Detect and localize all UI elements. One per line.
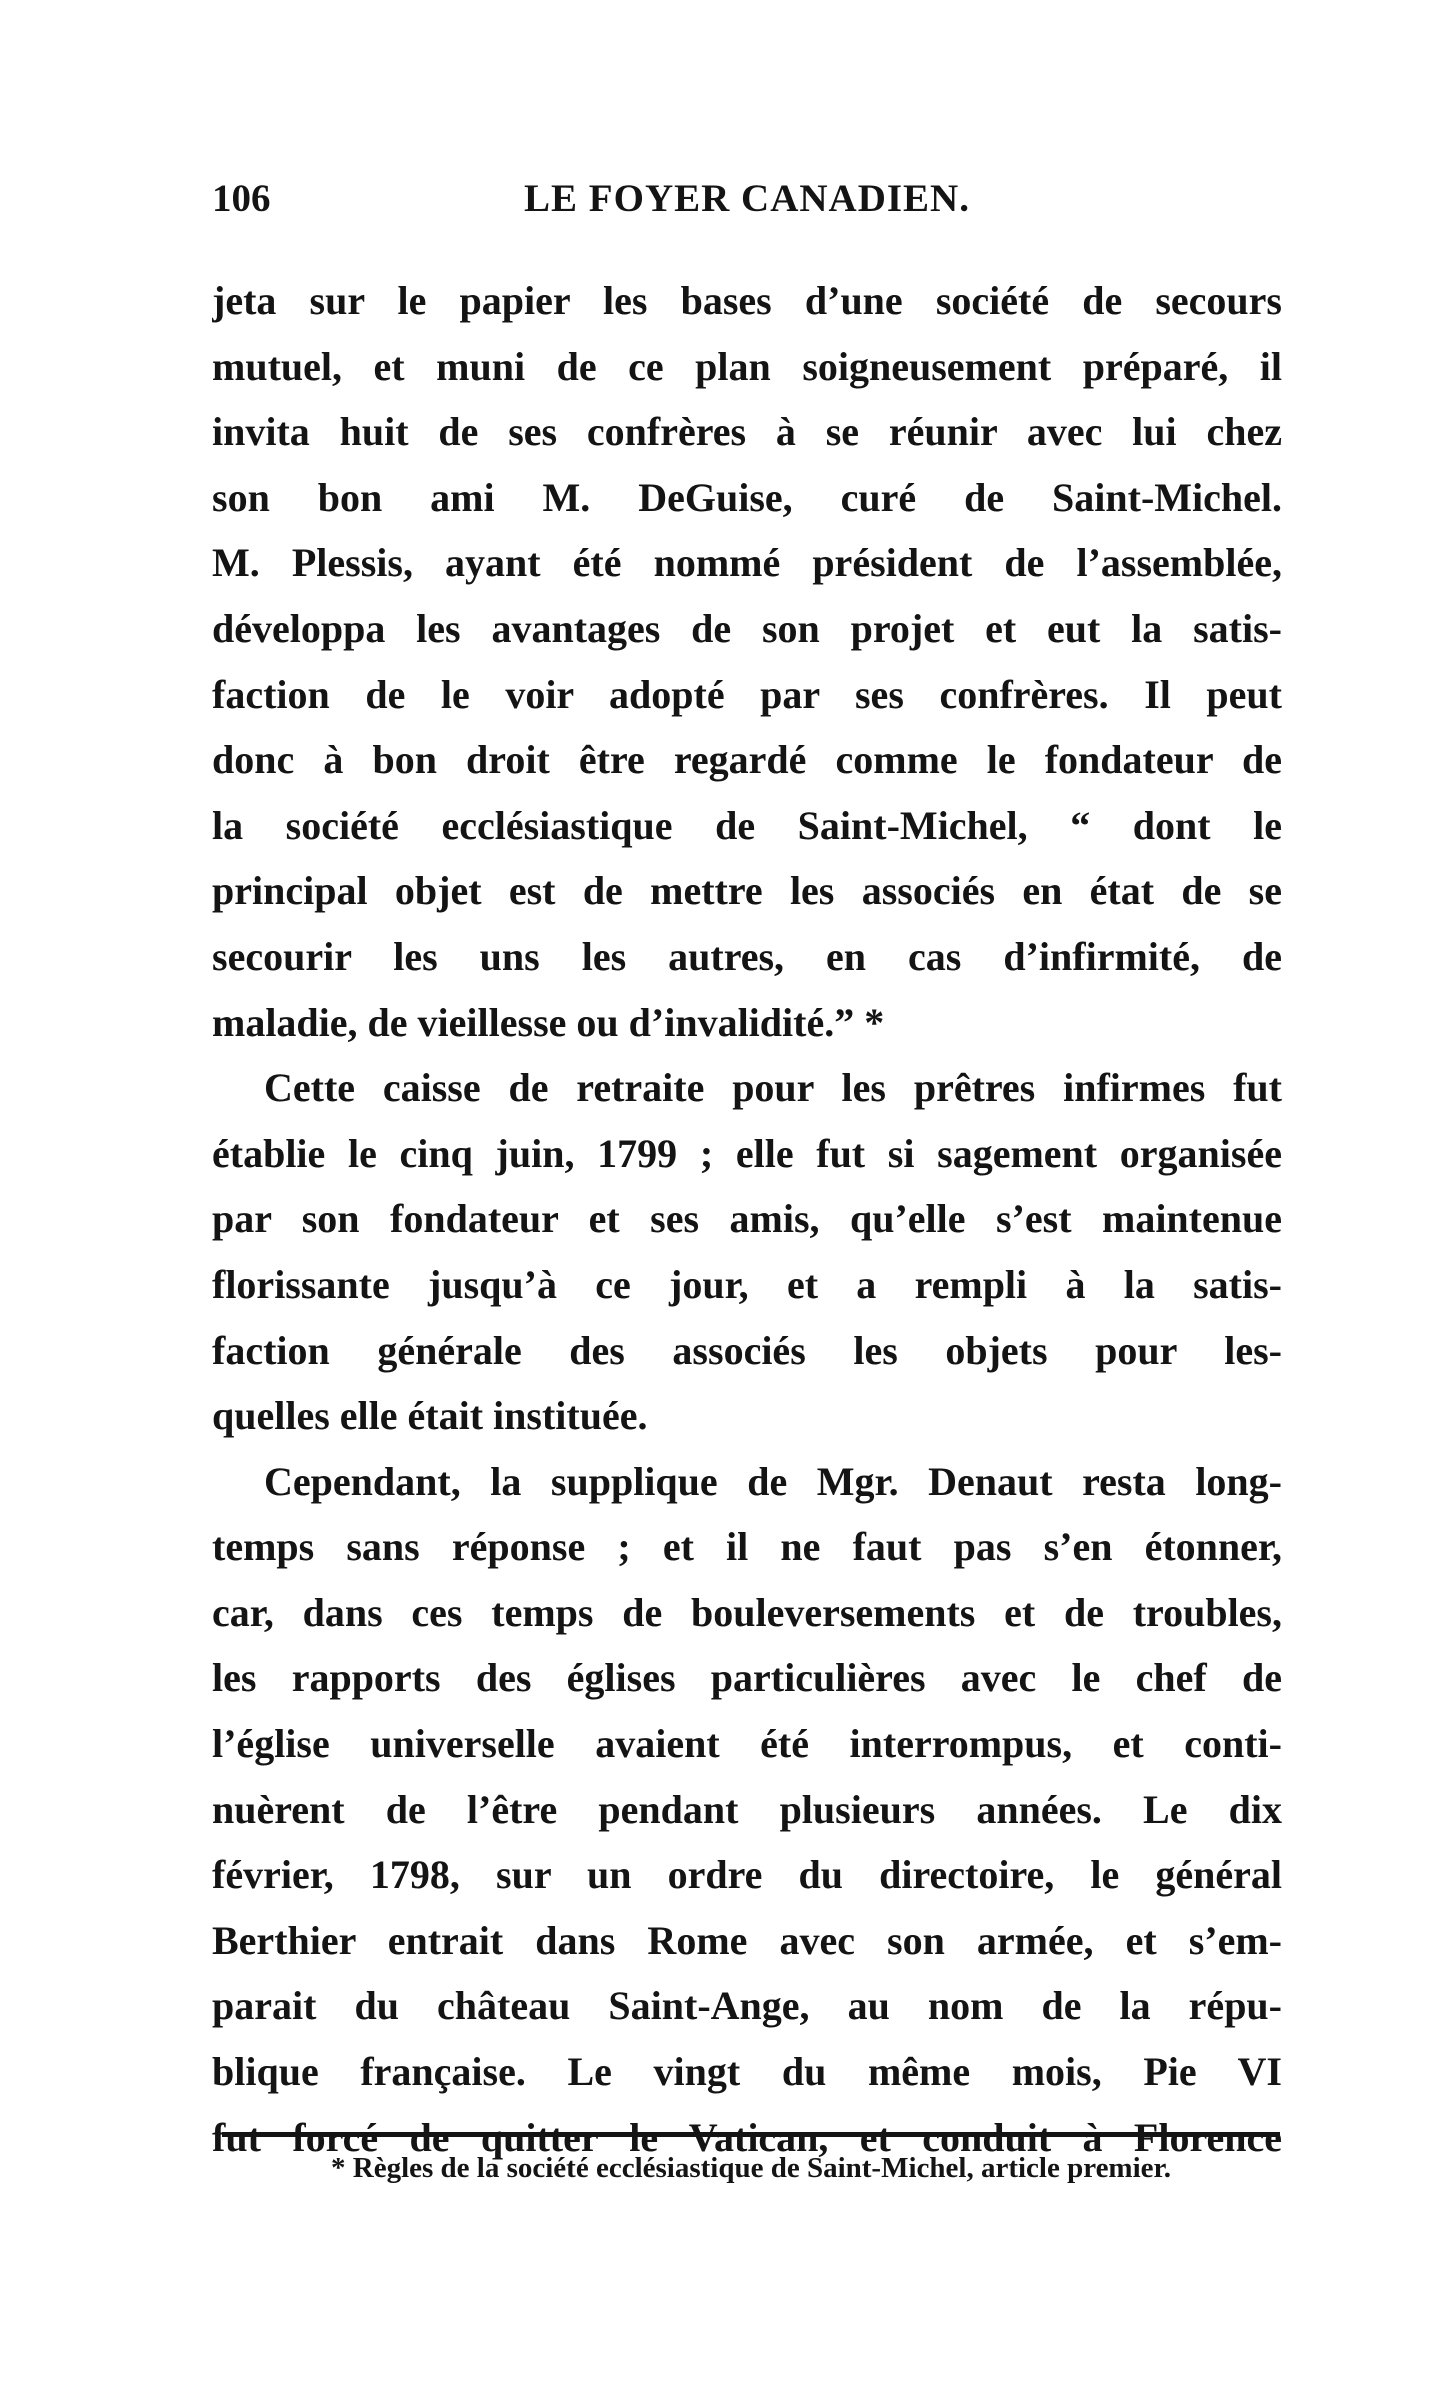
text-line: février, 1798, sur un ordre du directoire, le général: [212, 1852, 1282, 1898]
text-line: principal objet est de mettre les associés en état de se: [212, 868, 1282, 914]
text-line: invita huit de ses confrères à se réunir avec lui chez: [212, 409, 1282, 455]
footnote: * Règles de la société ecclésiastique de Saint-Michel, article premier.: [331, 2152, 1171, 2184]
text-line: son bon ami M. DeGuise, curé de Saint-Michel.: [212, 474, 1282, 520]
text-line: parait du château Saint-Ange, au nom de la répu-: [212, 1983, 1282, 2029]
body-text: [212, 268, 1282, 2170]
paragraph-start-line: Cependant, la supplique de Mgr. Denaut resta long-: [264, 1458, 1282, 1504]
footnote-divider: [222, 2132, 1280, 2137]
text-line: temps sans réponse ; et il ne faut pas s’en étonner,: [212, 1524, 1282, 1570]
text-line: donc à bon droit être regardé comme le fondateur de: [212, 737, 1282, 783]
text-line: les rapports des églises particulières avec le chef de: [212, 1655, 1282, 1701]
text-line: Berthier entrait dans Rome avec son armée, et s’em-: [212, 1917, 1282, 1963]
text-line: car, dans ces temps de bouleversements et de troubles,: [212, 1589, 1282, 1635]
text-line: par son fondateur et ses amis, qu’elle s’est maintenue: [212, 1196, 1282, 1242]
text-line: développa les avantages de son projet et eut la satis-: [212, 605, 1282, 651]
page-header: [212, 176, 1282, 236]
text-line: nuèrent de l’être pendant plusieurs années. Le dix: [212, 1786, 1282, 1832]
text-line: faction générale des associés les objets pour les-: [212, 1327, 1282, 1373]
text-line: la société ecclésiastique de Saint-Michel, “ dont le: [212, 802, 1282, 848]
running-title: LE FOYER CANADIEN.: [524, 177, 970, 220]
text-line: florissante jusqu’à ce jour, et a rempli à la satis-: [212, 1261, 1282, 1307]
text-line: fut forcé de quitter le Vatican, et conduit à Florence: [212, 2114, 1282, 2160]
text-line: établie le cinq juin, 1799 ; elle fut si sagement organisée: [212, 1130, 1282, 1176]
paragraph-start-line: Cette caisse de retraite pour les prêtres infirmes fut: [264, 1065, 1282, 1111]
text-line: secourir les uns les autres, en cas d’infirmité, de: [212, 933, 1282, 979]
text-line: M. Plessis, ayant été nommé président de l’assemblée,: [212, 540, 1282, 586]
footnote-reference-line: maladie, de vieillesse ou d’invalidité.” *: [212, 999, 885, 1045]
text-line: blique française. Le vingt du même mois, Pie VI: [212, 2049, 1282, 2095]
page-number: 106: [212, 177, 271, 220]
text-line: faction de le voir adopté par ses confrères. Il peut: [212, 671, 1282, 717]
text-line: quelles elle était instituée.: [212, 1393, 648, 1439]
text-line: l’église universelle avaient été interrompus, et conti-: [212, 1721, 1282, 1767]
text-line: mutuel, et muni de ce plan soigneusement préparé, il: [212, 343, 1282, 389]
text-line: jeta sur le papier les bases d’une société de secours: [212, 278, 1282, 323]
